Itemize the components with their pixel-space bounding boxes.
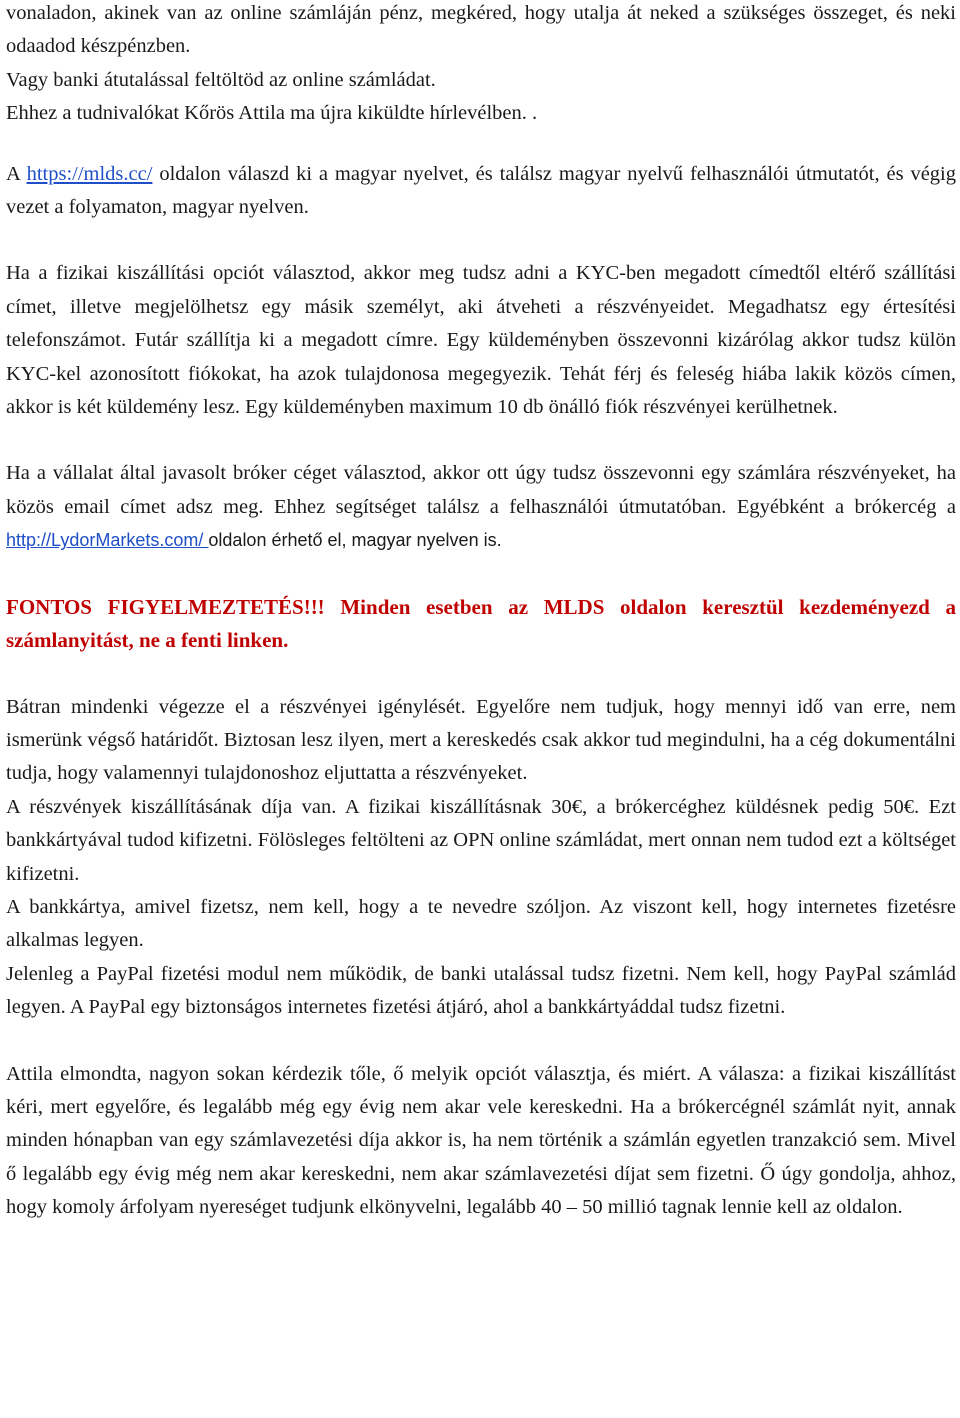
- physical-delivery-text: Ha a fizikai kiszállítási opciót választod, akkor meg tudsz adni a KYC-ben megadott címedtől eltérő szállítási címet, illetve megjelölhetsz egy másik személyt, aki átveheti a részvényeidet. Megadhatsz egy értesítési telefonszámot. Futár szállítja ki a megadott címre. Egy küldeményben összevonni kizárólag akkor tudsz külön KYC-kel azonosított fiókokat, ha azok tulajdonosa megegyezik. Tehát férj és feleség hiába lakik közös címen, akkor is két küldemény lesz. Egy küldeményben maximum 10 db önálló fiók részvényei kerülhetnek.: [6, 262, 956, 419]
- lydor-markets-link[interactable]: http://LydorMarkets.com/: [6, 530, 209, 551]
- intro-line-1: vonaladon, akinek van az online számláján pénz, megkéred, hogy utalja át neked a szükséges összeget, és neki odaadod készpénzben.: [6, 2, 956, 58]
- intro-line-3: Ehhez a tudnivalókat Kőrös Attila ma újra kiküldte hírlevélben. .: [6, 102, 538, 125]
- mlds-guide-prefix: A: [6, 162, 27, 185]
- paragraph-delivery-fee: [6, 791, 956, 891]
- paragraph-bank-card: [6, 891, 956, 958]
- paragraph-physical-delivery: [6, 257, 956, 424]
- paragraph-attila-choice: [6, 1058, 956, 1225]
- paragraph-mlds-guide: [6, 158, 956, 225]
- bank-card-text: A bankkártya, amivel fizetsz, nem kell, hogy a te nevedre szóljon. Az viszont kell, hogy internetes fizetésre alkalmas legyen.: [6, 895, 956, 952]
- intro-line-2: Vagy banki átutalással feltöltöd az online számládat.: [6, 68, 436, 91]
- claim-shares-text: Bátran mindenki végezze el a részvényei igénylését. Egyelőre nem tudjuk, hogy mennyi idő van erre, nem ismerünk végső határidőt. Biztosan lesz ilyen, mert a kereskedés csak akkor tud megindulni, ha a cég dokumentálni tudja, hogy valamennyi tulajdonoshoz eljuttatta a részvényeket.: [6, 695, 956, 785]
- warning-text: Minden esetben az MLDS oldalon keresztül kezdeményezd a számlanyitást, ne a fenti linken.: [6, 594, 956, 653]
- warning-title: FONTOS FIGYELMEZTETÉS!!!: [6, 594, 325, 619]
- paragraph-intro-continuation: [6, 0, 956, 131]
- paragraph-paypal: [6, 958, 956, 1025]
- document-page: [6, 0, 956, 1225]
- broker-option-text: Ha a vállalat által javasolt bróker céget választod, akkor ott úgy tudsz összevonni egy számlára részvényeket, ha közös email címet adsz meg. Ehhez segítséget találsz a felhasználói útmutatóban. Egyébként a brókercég a: [6, 462, 956, 518]
- mlds-guide-text: oldalon válaszd ki a magyar nyelvet, és találsz magyar nyelvű felhasználói útmutatót, és végig vezet a folyamaton, magyar nyelven.: [6, 162, 956, 219]
- attila-choice-text: Attila elmondta, nagyon sokan kérdezik tőle, ő melyik opciót választja, és miért. A válasza: a fizikai kiszállítást kéri, mert egyelőre, és legalább még egy évig nem akar vele kereskedni. Ha a brókercégnél számlát nyit, annak minden hónapban van egy számlavezetési díja akkor is, ha nem történik a számlán egyetlen tranzakció sem. Mivel ő legalább egy évig még nem akar kereskedni, nem akar számlavezetési díjat sem fizetni. Ő úgy gondolja, ahhoz, hogy komoly árfolyam nyereséget tudjunk elkönyvelni, legalább 40 – 50 millió tagnak lennie kell az oldalon.: [6, 1062, 956, 1219]
- paypal-text: Jelenleg a PayPal fizetési modul nem működik, de banki utalással tudsz fizetni. Nem kell, hogy PayPal számlád legyen. A PayPal egy biztonságos internetes fizetési átjáró, ahol a bankkártyáddal tudsz fizetni.: [6, 962, 956, 1019]
- mlds-link[interactable]: https://mlds.cc/: [26, 162, 153, 185]
- paragraph-broker-option: [6, 457, 956, 557]
- paragraph-claim-shares: [6, 691, 956, 791]
- warning-notice: [6, 591, 956, 658]
- delivery-fee-text: A részvények kiszállításának díja van. A fizikai kiszállításnak 30€, a brókercéghez küldésnek pedig 50€. Ezt bankkártyával tudod kifizetni. Fölösleges feltölteni az OPN online számládat, mert onnan nem tudod ezt a költséget kifizetni.: [6, 795, 956, 885]
- broker-option-suffix: oldalon érhető el, magyar nyelven is.: [208, 530, 502, 551]
